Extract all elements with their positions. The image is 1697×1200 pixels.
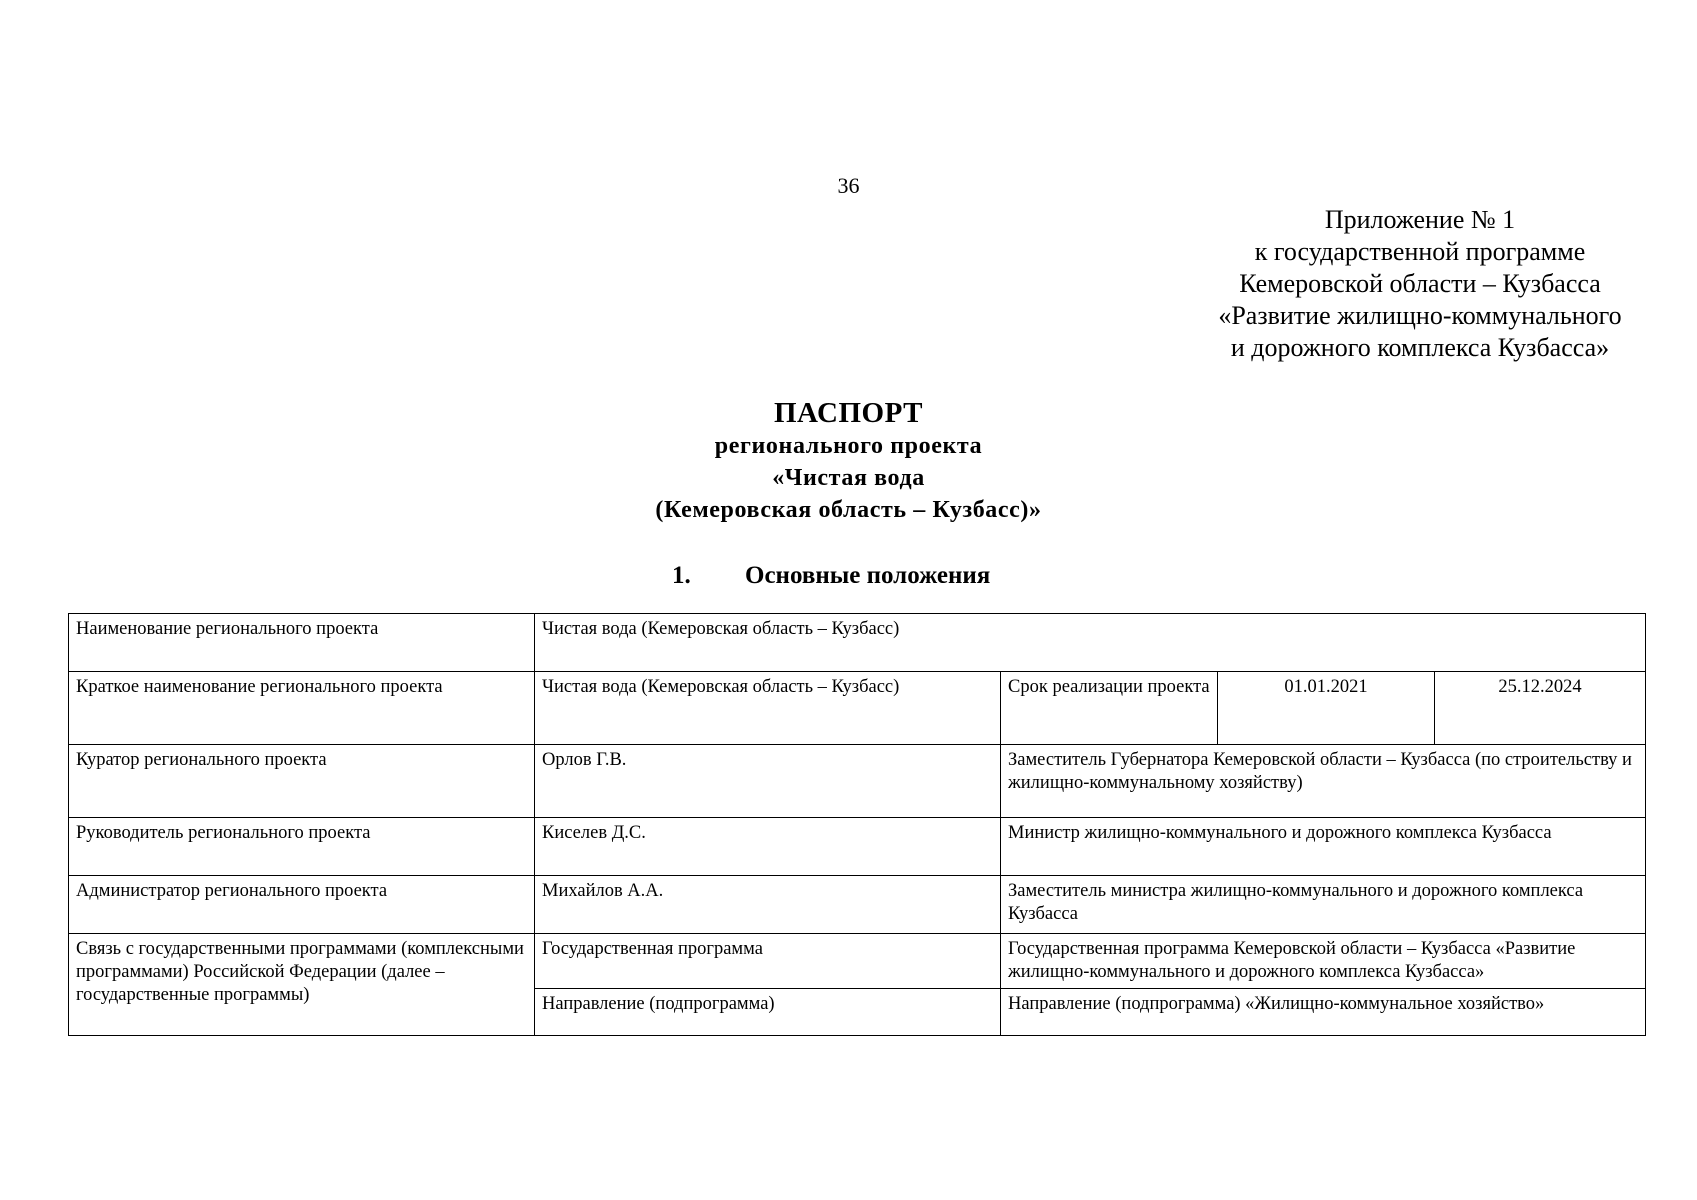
table-cell-label: Связь с государственными программами (комплексными программами) Российской Федерации (далее – государственные программы) [69, 934, 535, 1036]
table-cell-label: Администратор регионального проекта [69, 876, 535, 934]
table-row [69, 672, 1646, 745]
table-cell-label: Куратор регионального проекта [69, 745, 535, 818]
section-number: 1. [672, 562, 691, 589]
table-row [69, 614, 1646, 672]
table-row [69, 876, 1646, 934]
table-cell-value: Чистая вода (Кемеровская область – Кузбасс) [535, 672, 1001, 745]
table-cell-position: Министр жилищно-коммунального и дорожного комплекса Кузбасса [1001, 818, 1646, 876]
document-title [0, 396, 1697, 526]
table-cell-name: Орлов Г.В. [535, 745, 1001, 818]
page-number: 36 [837, 173, 860, 198]
table-cell-label: Наименование регионального проекта [69, 614, 535, 672]
appendix-line: Кемеровской области – Кузбасса [1239, 269, 1601, 298]
appendix-header [1185, 204, 1655, 364]
title-main: ПАСПОРТ [773, 397, 924, 429]
title-line: регионального проекта [714, 433, 983, 459]
table-cell-direction-label: Направление (подпрограмма) [535, 989, 1001, 1036]
title-line: «Чистая вода [772, 465, 925, 491]
table-cell-direction-value: Направление (подпрограмма) «Жилищно-коммунальное хозяйство» [1001, 989, 1646, 1036]
section-title: Основные положения [745, 562, 991, 589]
table-cell-end-date: 25.12.2024 [1435, 672, 1646, 745]
table-cell-position: Заместитель министра жилищно-коммунального и дорожного комплекса Кузбасса [1001, 876, 1646, 934]
table-cell-program-value: Государственная программа Кемеровской области – Кузбасса «Развитие жилищно-коммунального и дорожного комплекса Кузбасса» [1001, 934, 1646, 989]
table-cell-label: Руководитель регионального проекта [69, 818, 535, 876]
table-row [69, 818, 1646, 876]
appendix-line: Приложение № 1 [1324, 205, 1516, 234]
table-cell-name: Киселев Д.С. [535, 818, 1001, 876]
table-cell-term-label: Срок реализации проекта [1001, 672, 1218, 745]
table-row [69, 745, 1646, 818]
appendix-line: «Развитие жилищно-коммунального [1218, 301, 1622, 330]
appendix-line: и дорожного комплекса Кузбасса» [1230, 333, 1610, 362]
table-cell-label: Краткое наименование регионального проекта [69, 672, 535, 745]
table-cell-program-label: Государственная программа [535, 934, 1001, 989]
title-line: (Кемеровская область – Кузбасс)» [655, 497, 1042, 523]
section-heading [672, 561, 990, 591]
table-cell-start-date: 01.01.2021 [1218, 672, 1435, 745]
table-cell-value: Чистая вода (Кемеровская область – Кузбасс) [535, 614, 1646, 672]
passport-table [68, 613, 1646, 1036]
table-cell-position: Заместитель Губернатора Кемеровской области – Кузбасса (по строительству и жилищно-коммунальному хозяйству) [1001, 745, 1646, 818]
table-cell-name: Михайлов А.А. [535, 876, 1001, 934]
table-row [69, 934, 1646, 989]
appendix-line: к государственной программе [1254, 237, 1586, 266]
